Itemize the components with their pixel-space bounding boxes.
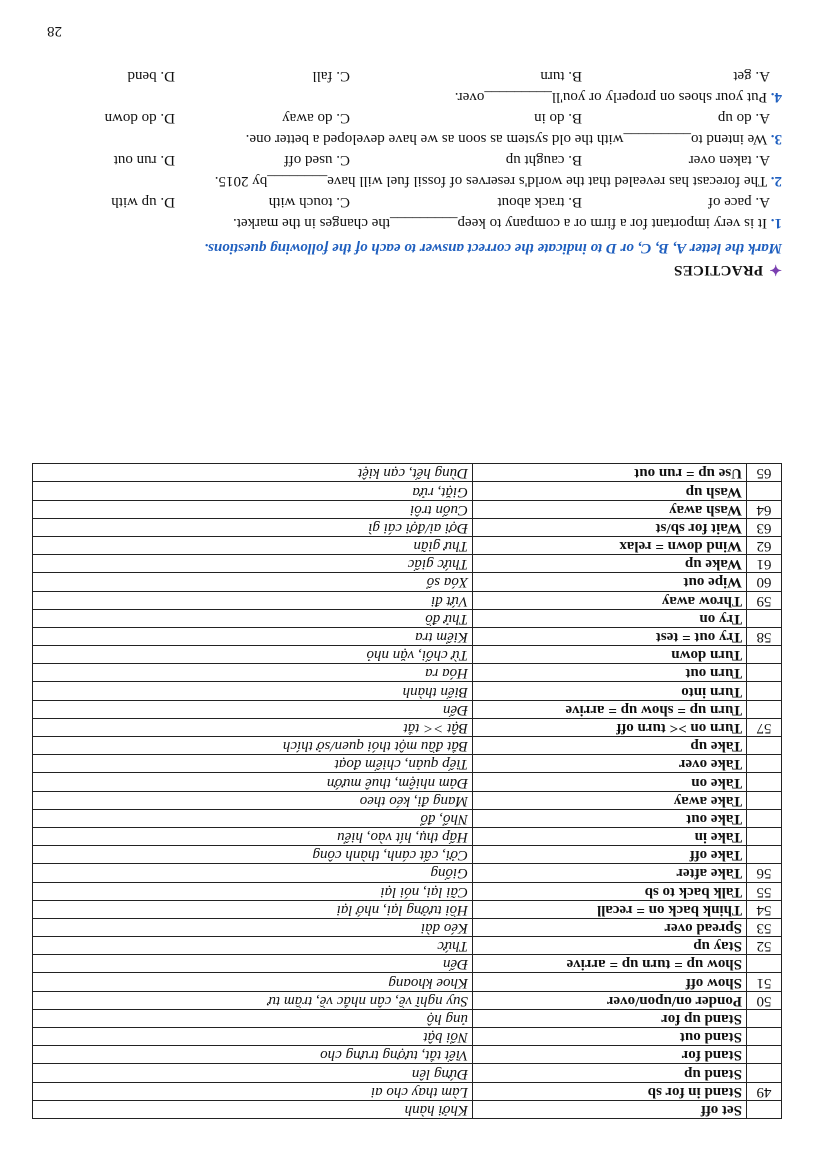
meaning: Cãi lại, nói lại — [33, 882, 473, 900]
row-number — [747, 1028, 782, 1046]
table-row — [33, 500, 782, 518]
row-number — [747, 1064, 782, 1082]
phrasal-verb: Throw away — [473, 591, 747, 609]
row-number — [747, 773, 782, 791]
table-row — [33, 482, 782, 500]
table-row — [33, 1046, 782, 1064]
meaning: Xóa sổ — [33, 573, 473, 591]
table-row — [33, 1100, 782, 1118]
table-row — [33, 846, 782, 864]
meaning: Biến thành — [33, 682, 473, 700]
option-a: A. pace of — [707, 194, 770, 210]
row-number — [747, 646, 782, 664]
phrasal-verb: Stand up for — [473, 1009, 747, 1027]
meaning: Bật >< tắt — [33, 718, 473, 736]
question-text: It is very important for a firm or a company to keep_________the changes in the market. — [232, 215, 767, 231]
option-c: C. fall — [312, 68, 350, 84]
option-b: B. track about — [497, 194, 582, 210]
table-row — [33, 791, 782, 809]
question-number: 2. — [770, 173, 782, 189]
phrasal-verb: Wind down = relax — [473, 537, 747, 555]
question-1 — [22, 214, 782, 231]
table-row — [33, 882, 782, 900]
phrasal-verb: Show off — [473, 973, 747, 991]
table-row — [33, 955, 782, 973]
table-row — [33, 1082, 782, 1100]
phrasal-verb: Take in — [473, 828, 747, 846]
row-number — [747, 737, 782, 755]
meaning: Giống — [33, 864, 473, 882]
table-row — [33, 627, 782, 645]
phrasal-verb: Stand in for sb — [473, 1082, 747, 1100]
table-row — [33, 646, 782, 664]
table-row — [33, 700, 782, 718]
row-number: 65 — [747, 464, 782, 482]
question-4-options — [30, 67, 770, 84]
row-number: 63 — [747, 518, 782, 536]
table-row — [33, 555, 782, 573]
row-number — [747, 955, 782, 973]
option-d: D. run out — [113, 152, 175, 168]
phrasal-verb: Stand out — [473, 1028, 747, 1046]
table-row — [33, 718, 782, 736]
meaning: Nhổ, đổ — [33, 809, 473, 827]
row-number: 59 — [747, 591, 782, 609]
option-c: C. used off — [284, 152, 350, 168]
meaning: Thức — [33, 937, 473, 955]
phrasal-verb: Show up = turn up = arrive — [473, 955, 747, 973]
meaning: Mang đi, kéo theo — [33, 791, 473, 809]
table-row — [33, 537, 782, 555]
row-number: 61 — [747, 555, 782, 573]
table-row — [33, 828, 782, 846]
phrasal-verb: Wash up — [473, 482, 747, 500]
table-row — [33, 664, 782, 682]
question-text: We intend to_________with the old system as soon as we have developed a better one. — [245, 131, 768, 147]
meaning: Thức giấc — [33, 555, 473, 573]
phrasal-verb: Set off — [473, 1100, 747, 1118]
phrasal-verb: Ponder on/upon/over — [473, 991, 747, 1009]
row-number: 57 — [747, 718, 782, 736]
phrasal-verb: Take away — [473, 791, 747, 809]
table-row — [33, 609, 782, 627]
row-number: 58 — [747, 627, 782, 645]
row-number — [747, 1009, 782, 1027]
row-number: 60 — [747, 573, 782, 591]
question-3 — [22, 130, 782, 147]
phrasal-verb: Turn up = show up = arrive — [473, 700, 747, 718]
meaning: Đứng lên — [33, 1064, 473, 1082]
question-text: The forecast has revealed that the world's reserves of fossil fuel will have________by 2015. — [214, 173, 768, 189]
row-number: 56 — [747, 864, 782, 882]
question-number: 1. — [770, 215, 782, 231]
table-row — [33, 1009, 782, 1027]
phrasal-verb: Use up = run out — [473, 464, 747, 482]
row-number: 53 — [747, 918, 782, 936]
phrasal-verb: Think back on = recall — [473, 900, 747, 918]
row-number — [747, 482, 782, 500]
row-number — [747, 682, 782, 700]
meaning: Hồi tưởng lại, nhớ lại — [33, 900, 473, 918]
row-number — [747, 828, 782, 846]
phrasal-verbs-table — [32, 463, 782, 1119]
option-d: D. up with — [111, 194, 175, 210]
meaning: Kiểm tra — [33, 627, 473, 645]
meaning: Đảm nhiệm, thuê mướn — [33, 773, 473, 791]
meaning: Làm thay cho ai — [33, 1082, 473, 1100]
meaning: Đến — [33, 700, 473, 718]
table-row — [33, 918, 782, 936]
meaning: Dùng hết, cạn kiệt — [33, 464, 473, 482]
phrasal-verb: Wait for sb/st — [473, 518, 747, 536]
meaning: ủng hộ — [33, 1009, 473, 1027]
table-row — [33, 737, 782, 755]
table-row — [33, 591, 782, 609]
row-number: 52 — [747, 937, 782, 955]
option-c: C. do away — [282, 110, 350, 126]
phrasal-verb: Stay up — [473, 937, 747, 955]
star-icon: ✦ — [769, 261, 782, 277]
question-number: 4. — [770, 89, 782, 105]
row-number — [747, 664, 782, 682]
meaning: Tiếp quản, chiếm đoạt — [33, 755, 473, 773]
question-3-options — [30, 109, 770, 126]
meaning: Kéo dài — [33, 918, 473, 936]
meaning: Giặt, rửa — [33, 482, 473, 500]
phrasal-verb: Turn on >< turn off — [473, 718, 747, 736]
meaning: Từ chối, vặn nhỏ — [33, 646, 473, 664]
question-2 — [22, 172, 782, 189]
meaning: Viết tắt, tượng trưng cho — [33, 1046, 473, 1064]
row-number: 55 — [747, 882, 782, 900]
table-row — [33, 809, 782, 827]
row-number: 50 — [747, 991, 782, 1009]
table-row — [33, 682, 782, 700]
row-number — [747, 700, 782, 718]
table-row — [33, 864, 782, 882]
meaning: Bắt đầu một thói quen/sở thích — [33, 737, 473, 755]
meaning: Suy nghĩ về, cân nhắc về, trầm tư — [33, 991, 473, 1009]
question-2-options — [30, 151, 770, 168]
page-number: 28 — [47, 23, 62, 39]
option-b: B. do in — [534, 110, 582, 126]
meaning: Cuốn trôi — [33, 500, 473, 518]
option-a: A. do up — [717, 110, 770, 126]
phrasal-verb: Take on — [473, 773, 747, 791]
option-b: B. caught up — [505, 152, 582, 168]
practices-title: PRACTICES — [673, 262, 764, 278]
row-number: 64 — [747, 500, 782, 518]
option-d: D. do down — [104, 110, 175, 126]
phrasal-verb: Try on — [473, 609, 747, 627]
meaning: Khoe khoang — [33, 973, 473, 991]
row-number: 62 — [747, 537, 782, 555]
meaning: Nổi bật — [33, 1028, 473, 1046]
practices-instruction: Mark the letter A, B, C, or D to indicate the correct answer to each of the following questions. — [204, 240, 782, 256]
table-row — [33, 573, 782, 591]
phrasal-verb: Talk back to sb — [473, 882, 747, 900]
table-row — [33, 1064, 782, 1082]
meaning: Vứt đi — [33, 591, 473, 609]
practices-heading — [674, 260, 782, 279]
table-row — [33, 900, 782, 918]
row-number — [747, 1046, 782, 1064]
option-d: D. bend — [127, 68, 175, 84]
phrasal-verb: Take out — [473, 809, 747, 827]
table-row — [33, 773, 782, 791]
question-number: 3. — [770, 131, 782, 147]
row-number — [747, 1100, 782, 1118]
question-4 — [22, 88, 782, 105]
question-1-options — [30, 193, 770, 210]
meaning: Hấp thụ, hít vào, hiểu — [33, 828, 473, 846]
table-row — [33, 937, 782, 955]
meaning: Thư giãn — [33, 537, 473, 555]
phrasal-verb: Stand for — [473, 1046, 747, 1064]
phrasal-verb: Wash away — [473, 500, 747, 518]
table-row — [33, 518, 782, 536]
option-a: A. get — [733, 68, 770, 84]
table-row — [33, 464, 782, 482]
option-b: B. turn — [540, 68, 582, 84]
phrasal-verb: Take off — [473, 846, 747, 864]
phrasal-verb: Wipe out — [473, 573, 747, 591]
phrasal-verb: Wake up — [473, 555, 747, 573]
meaning: Hóa ra — [33, 664, 473, 682]
row-number — [747, 755, 782, 773]
row-number: 49 — [747, 1082, 782, 1100]
meaning: Cởi, cất cánh, thành công — [33, 846, 473, 864]
meaning: Đợi ai/đợi cái gì — [33, 518, 473, 536]
phrasal-verb: Take after — [473, 864, 747, 882]
meaning: Đến — [33, 955, 473, 973]
phrasal-verb: Turn out — [473, 664, 747, 682]
table-row — [33, 755, 782, 773]
row-number: 51 — [747, 973, 782, 991]
option-a: A. taken over — [688, 152, 770, 168]
phrasal-verb: Turn into — [473, 682, 747, 700]
table-row — [33, 991, 782, 1009]
row-number: 54 — [747, 900, 782, 918]
option-c: C. touch with — [268, 194, 350, 210]
question-text: Put your shoes on properly or you'll_________over. — [454, 89, 767, 105]
meaning: Khởi hành — [33, 1100, 473, 1118]
phrasal-verb: Stand up — [473, 1064, 747, 1082]
row-number — [747, 809, 782, 827]
meaning: Thử đồ — [33, 609, 473, 627]
row-number — [747, 609, 782, 627]
phrasal-verb: Take over — [473, 755, 747, 773]
phrasal-verb: Turn down — [473, 646, 747, 664]
phrasal-verb: Spread over — [473, 918, 747, 936]
phrasal-verb: Try out = test — [473, 627, 747, 645]
table-row — [33, 1028, 782, 1046]
row-number — [747, 846, 782, 864]
row-number — [747, 791, 782, 809]
table-row — [33, 973, 782, 991]
phrasal-verb: Take up — [473, 737, 747, 755]
